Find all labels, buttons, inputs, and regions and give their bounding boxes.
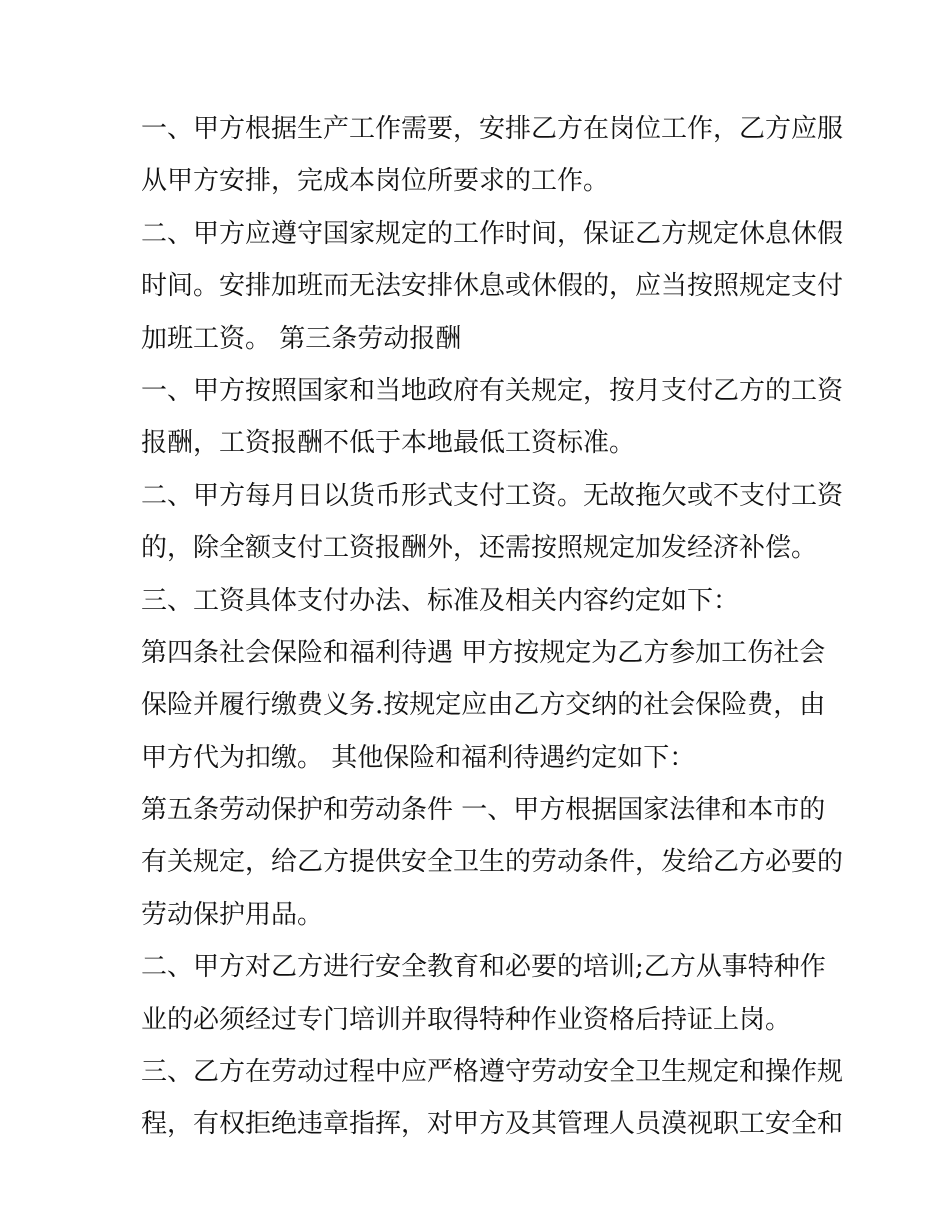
text-line: 二、甲方应遵守国家规定的工作时间，保证乙方规定休息休假 — [141, 218, 844, 249]
text-line: 二、甲方每月日以货币形式支付工资。无故拖欠或不支付工资 — [141, 480, 844, 511]
text-line: 第四条社会保险和福利待遇 甲方按规定为乙方参加工伤社会 — [141, 637, 826, 668]
text-line: 第五条劳动保护和劳动条件 一、甲方根据国家法律和本市的 — [141, 795, 826, 826]
text-line: 保险并履行缴费义务.按规定应由乙方交纳的社会保险费，由 — [141, 690, 826, 721]
text-line: 一、甲方根据生产工作需要，安排乙方在岗位工作，乙方应服 — [141, 114, 844, 144]
text-line: 一、甲方按照国家和当地政府有关规定，按月支付乙方的工资 — [141, 375, 844, 406]
text-line: 时间。安排加班而无法安排休息或休假的，应当按照规定支付 — [141, 271, 844, 302]
text-line: 二、甲方对乙方进行安全教育和必要的培训;乙方从事特种作 — [141, 952, 826, 983]
text-line: 甲方代为扣缴。 其他保险和福利待遇约定如下： — [141, 742, 696, 773]
text-line: 三、乙方在劳动过程中应严格遵守劳动安全卫生规定和操作规 — [141, 1057, 844, 1088]
text-line: 程，有权拒绝违章指挥，对甲方及其管理人员漠视职工安全和 — [141, 1109, 844, 1140]
text-line: 业的必须经过专门培训并取得特种作业资格后持证上岗。 — [141, 1004, 792, 1035]
text-line: 有关规定，给乙方提供安全卫生的劳动条件，发给乙方必要的 — [141, 847, 844, 878]
text-line: 三、工资具体支付办法、标准及相关内容约定如下： — [141, 585, 740, 616]
text-line: 的，除全额支付工资报酬外，还需按照规定加发经济补偿。 — [141, 533, 818, 564]
text-line: 报酬，工资报酬不低于本地最低工资标准。 — [141, 428, 636, 459]
text-line: 劳动保护用品。 — [141, 899, 324, 930]
document-body — [141, 103, 844, 1151]
text-line: 从甲方安排，完成本岗位所要求的工作。 — [141, 166, 610, 197]
text-line: 加班工资。 第三条劳动报酬 — [141, 323, 462, 354]
